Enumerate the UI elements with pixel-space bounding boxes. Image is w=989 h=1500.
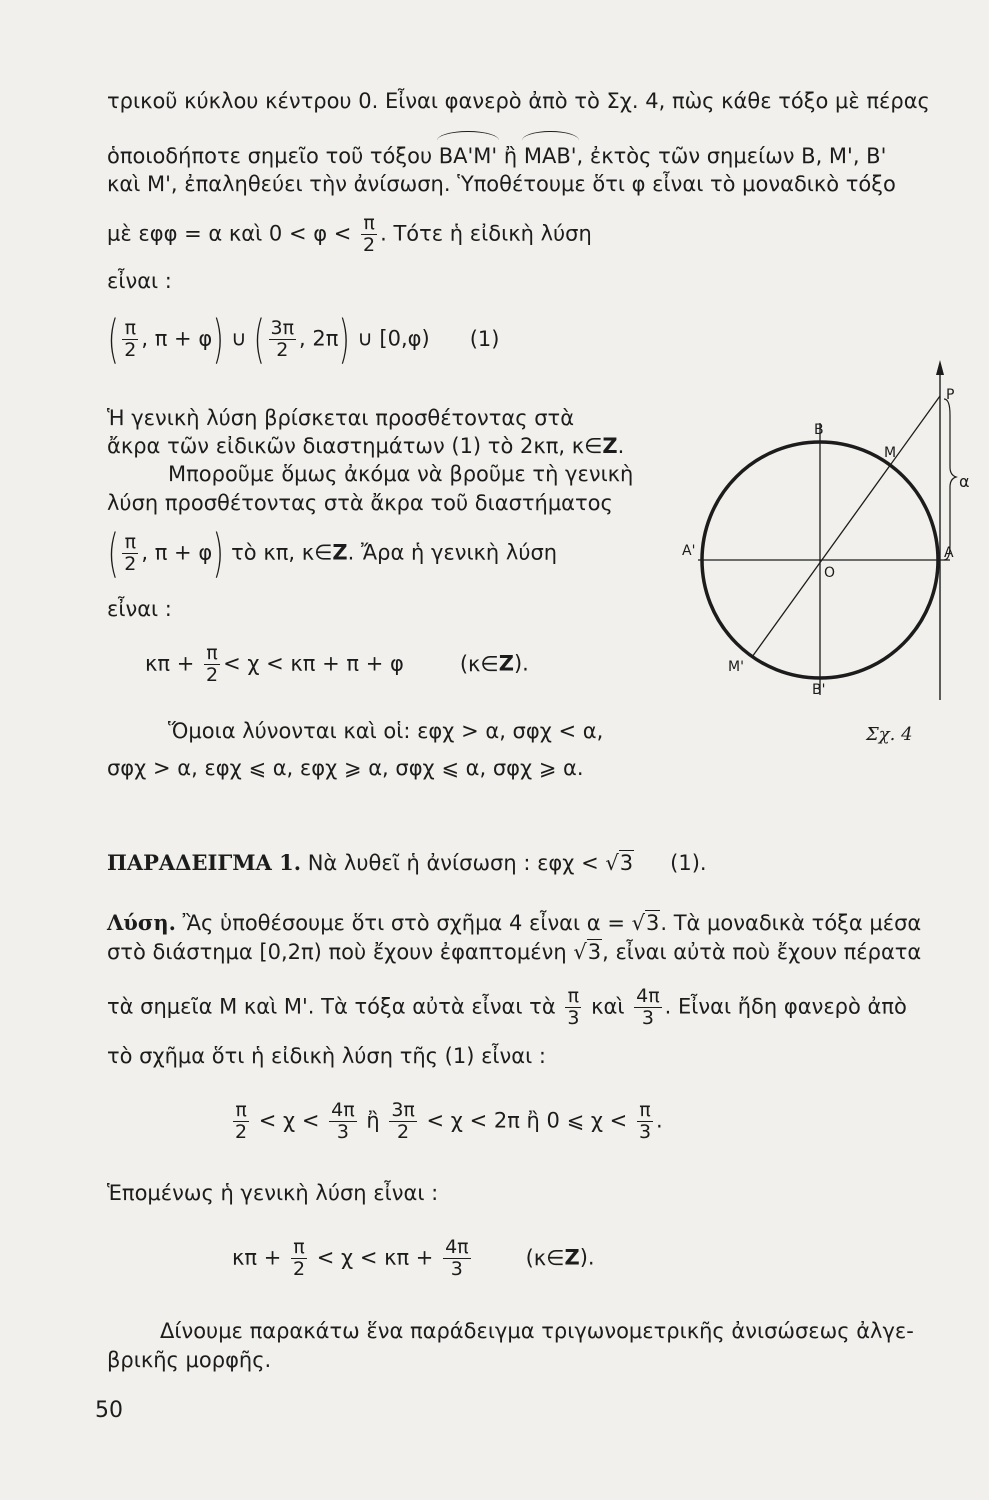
text-segment: . Τότε ἡ εἰδικὴ λύση — [380, 221, 592, 246]
tangent-axis-arrow-icon — [936, 360, 944, 375]
text-line-14: Ὅμοια λύνονται καὶ οἱ: εφχ > α, σφχ < α, — [168, 719, 604, 743]
text-line-8: ἄκρα τῶν εἰδικῶν διαστημάτων (1) τὸ 2κπ, κ∈Z. — [107, 434, 625, 458]
text-segment: < χ < — [252, 1108, 327, 1133]
left-paren: ( — [107, 523, 119, 584]
radicand: 3 — [587, 940, 602, 964]
sqrt-3 — [632, 910, 661, 936]
fraction-pi-over-2 — [361, 213, 377, 256]
text-segment: . — [656, 1108, 663, 1133]
solution-label: Λύση. — [107, 910, 176, 935]
text-segment: . Εἶναι ἤδη φανερὸ ἀπὸ — [664, 994, 907, 1019]
text-segment: < χ < κπ + — [310, 1245, 441, 1270]
denominator: 3 — [641, 1007, 654, 1029]
numerator: π — [204, 643, 220, 665]
equation-number: (1). — [670, 851, 707, 875]
text-segment: < χ < 2π ἢ 0 ⩽ χ < — [419, 1108, 634, 1133]
solution-line-8: Δίνουμε παρακάτω ἕνα παράδειγμα τριγωνομετρικῆς ἀνισώσεως ἀλγε- — [160, 1319, 914, 1343]
label-m: M — [884, 445, 897, 461]
sqrt-sign: √ — [573, 940, 587, 964]
solution-line-1 — [107, 910, 921, 936]
text-segment: ). — [513, 651, 529, 676]
text-segment: καὶ — [584, 994, 632, 1019]
text-segment: , 2π — [299, 326, 339, 351]
denominator: 2 — [276, 339, 289, 361]
solution-line-3 — [107, 986, 907, 1029]
label-a-prime: A' — [682, 543, 696, 559]
formula-2 — [145, 643, 529, 686]
denominator: 3 — [638, 1121, 652, 1143]
fraction-4pi-over-3 — [443, 1237, 471, 1280]
formula-4 — [232, 1237, 595, 1280]
left-paren: ( — [253, 309, 265, 370]
label-b-prime: B' — [812, 682, 826, 698]
text-segment: κπ + — [145, 651, 201, 676]
denominator: 2 — [292, 1258, 306, 1280]
label-m-prime: M' — [728, 659, 744, 675]
line-op — [752, 396, 940, 657]
text-segment: . Τὰ μοναδικὰ τόξα μέσα — [660, 911, 922, 935]
example-heading — [107, 850, 707, 876]
numerator: π — [233, 1100, 249, 1122]
text-line-12: εἶναι : — [107, 597, 172, 621]
fraction-pi-over-3 — [565, 986, 581, 1029]
radicand: 3 — [619, 851, 634, 875]
solution-line-4: τὸ σχῆμα ὅτι ἡ εἰδικὴ λύση τῆς (1) εἶναι : — [107, 1044, 546, 1068]
sqrt-sign: √ — [605, 851, 619, 875]
text-segment: στὸ διάστημα [0,2π) ποὺ ἔχουν ἐφαπτομένη — [107, 940, 574, 964]
fraction-4pi-over-3 — [329, 1100, 357, 1143]
text-line-9: Μποροῦμε ὅμως ἀκόμα νὰ βροῦμε τὴ γενικὴ — [168, 462, 634, 486]
text-segment: κπ + — [232, 1245, 288, 1270]
union-sign: ∪ — [224, 326, 254, 351]
solution-line-2 — [107, 939, 921, 965]
denominator: 3 — [450, 1258, 463, 1280]
label-b: B — [814, 422, 824, 438]
label-a: A — [944, 545, 954, 561]
sqrt-3 — [605, 850, 634, 876]
text-segment: < χ < κπ + π + φ — [223, 651, 404, 676]
text-line-3: καὶ Μ', ἐπαληθεύει τὴν ἀνίσωση. Ὑποθέτουμε ὅτι φ εἶναι τὸ μοναδικὸ τόξο — [107, 172, 896, 196]
fraction-4pi-over-3 — [634, 986, 662, 1029]
text-line-2 — [107, 143, 886, 169]
text-segment: ). — [579, 1245, 595, 1270]
denominator: 3 — [567, 1007, 580, 1029]
arc-mab: ΜΑΒ' — [523, 144, 577, 168]
label-alpha: α — [959, 472, 970, 491]
fraction-pi-over-2 — [291, 1237, 307, 1280]
label-p: P — [946, 387, 955, 403]
solution-line-6: Ἑπομένως ἡ γενικὴ λύση εἶναι : — [107, 1181, 439, 1205]
text-segment: (κ∈ — [525, 1245, 565, 1270]
denominator: 2 — [363, 234, 376, 256]
page-number: 50 — [95, 1398, 123, 1423]
denominator: 2 — [235, 1121, 248, 1143]
numerator: 4π — [636, 985, 660, 1007]
text-line-7: Ἡ γενικὴ λύση βρίσκεται προσθέτοντας στὰ — [107, 406, 575, 430]
fraction-pi-over-2 — [122, 532, 138, 575]
numerator: 4π — [331, 1099, 355, 1121]
numerator: π — [122, 532, 138, 554]
fraction-pi-over-2 — [122, 318, 138, 361]
numerator: 3π — [270, 317, 295, 339]
text-line-4 — [107, 213, 592, 256]
text-segment: μὲ εφφ = α καὶ 0 < φ < — [107, 221, 359, 246]
fraction-pi-over-2 — [204, 643, 220, 686]
denominator: 2 — [124, 339, 137, 361]
numerator: π — [361, 213, 377, 235]
text-segment: Νὰ λυθεῖ ἡ ἀνίσωση : εφχ < — [301, 851, 606, 875]
radicand: 3 — [645, 911, 660, 935]
text-segment: ἄκρα τῶν εἰδικῶν διαστημάτων (1) τὸ 2κπ, κ∈ — [107, 434, 603, 458]
fraction-3pi-over-2 — [389, 1100, 417, 1143]
text-line-10: λύση προσθέτοντας στὰ ἄκρα τοῦ διαστήματος — [107, 491, 613, 515]
formula-3 — [230, 1100, 663, 1143]
right-paren: ) — [212, 523, 224, 584]
alpha-brace — [944, 399, 956, 560]
text-segment: , ἐκτὸς τῶν σημείων Β, Μ', Β' — [576, 144, 887, 168]
solution-line-9: βρικῆς μορφῆς. — [107, 1348, 272, 1372]
numerator: 3π — [391, 1099, 415, 1121]
text-segment: (κ∈ — [459, 651, 499, 676]
label-o: O — [824, 565, 836, 581]
text-segment: τὸ κπ, κ∈ — [224, 540, 333, 565]
formula-1 — [107, 309, 500, 370]
integers-symbol: Z — [332, 540, 348, 565]
figure-4-trig-circle — [660, 355, 980, 755]
text-line-5: εἶναι : — [107, 269, 172, 293]
text-line-15: σφχ > α, εφχ ⩽ α, εφχ ⩾ α, σφχ ⩽ α, σφχ ⩾ α. — [107, 756, 584, 780]
text-segment: τὰ σημεῖα Μ καὶ Μ'. Τὰ τόξα αὐτὰ εἶναι τὰ — [107, 994, 563, 1019]
denominator: 2 — [397, 1121, 410, 1143]
numerator: π — [122, 318, 138, 340]
numerator: π — [291, 1237, 307, 1259]
fraction-pi-over-3 — [637, 1100, 653, 1143]
integers-symbol: Z — [498, 651, 514, 676]
denominator: 2 — [124, 553, 137, 575]
right-paren: ) — [338, 309, 351, 370]
example-title: ΠΑΡΑΔΕΙΓΜΑ 1. — [107, 850, 302, 875]
numerator: 4π — [445, 1236, 469, 1258]
denominator: 2 — [205, 664, 219, 686]
text-segment: , π + φ — [141, 540, 213, 565]
integers-symbol: Z — [564, 1245, 580, 1270]
fraction-3pi-over-2 — [269, 318, 297, 361]
text-segment: , εἶναι αὐτὰ ποὺ ἔχουν πέρατα — [602, 940, 922, 964]
numerator: π — [565, 986, 581, 1008]
arc-ba-m: ΒΑ'Μ' — [438, 144, 498, 168]
text-segment: ἢ — [497, 144, 524, 168]
sqrt-sign: √ — [631, 911, 645, 935]
text-segment: ὁποιοδήποτε σημεῖο τοῦ τόξου — [107, 144, 439, 168]
left-paren: ( — [107, 309, 119, 370]
numerator: π — [637, 1100, 653, 1122]
fraction-pi-over-2 — [233, 1100, 249, 1143]
text-line-11 — [107, 523, 558, 584]
text-segment: ἢ — [359, 1108, 387, 1133]
equation-number: (1) — [469, 326, 500, 351]
text-segment: Ἂς ὑποθέσουμε ὅτι στὸ σχῆμα 4 εἶναι α = — [175, 911, 632, 935]
right-paren: ) — [212, 309, 224, 370]
text-segment: . Ἄρα ἡ γενικὴ λύση — [347, 540, 558, 565]
text-segment: , π + φ — [141, 326, 213, 351]
text-segment: ∪ [0,φ) — [350, 326, 430, 351]
integers-symbol: Z — [602, 434, 618, 458]
figure-caption: Σχ. 4 — [866, 724, 913, 745]
denominator: 3 — [336, 1121, 349, 1143]
sqrt-3 — [573, 939, 602, 965]
text-line-1: τρικοῦ κύκλου κέντρου 0. Εἶναι φανερὸ ἀπὸ τὸ Σχ. 4, πὼς κάθε τόξο μὲ πέρας — [107, 89, 930, 113]
